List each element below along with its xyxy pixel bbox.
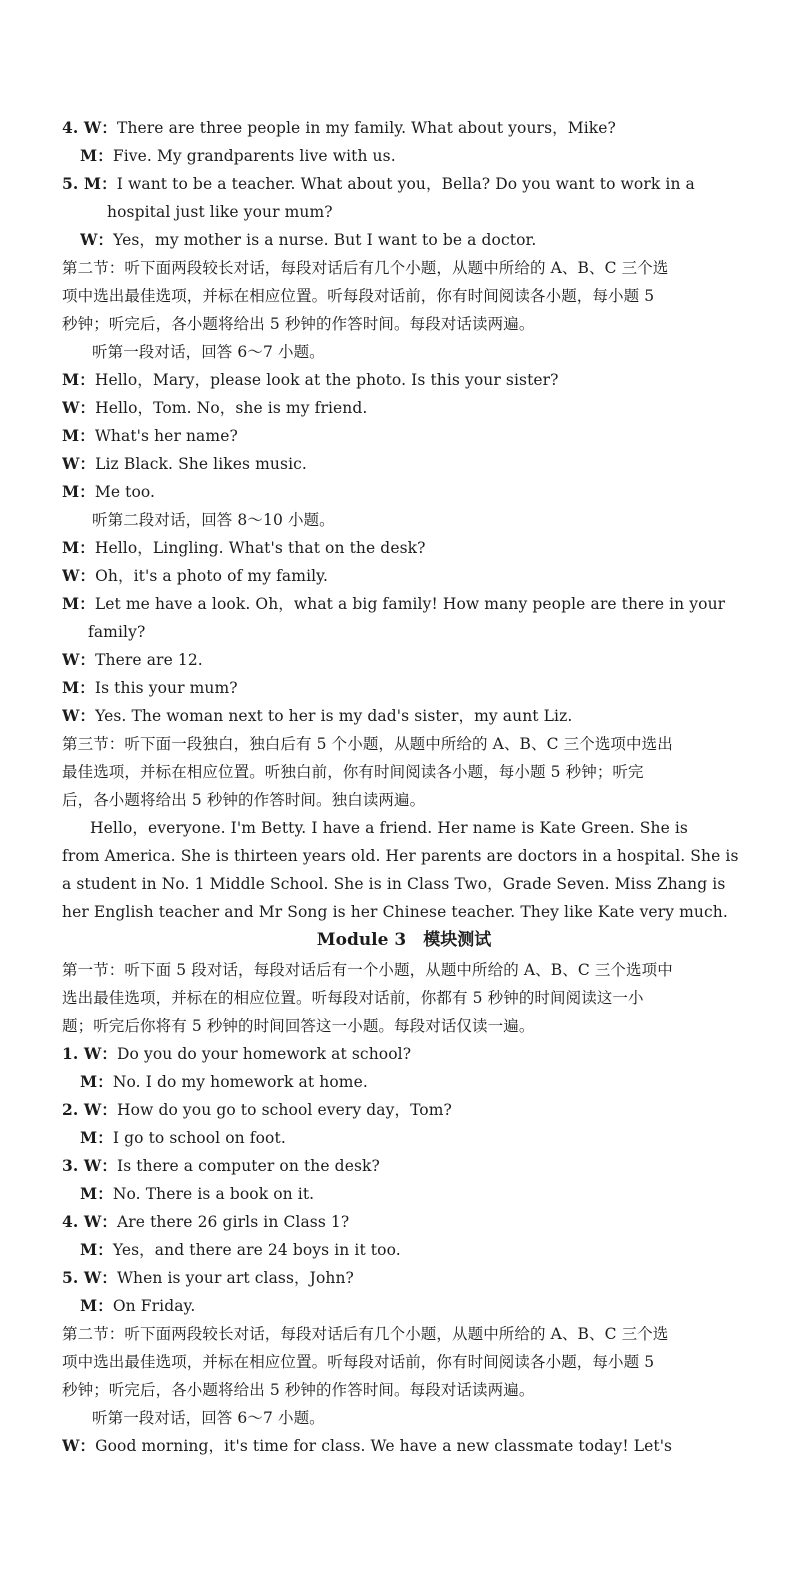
line-text: 最佳选项，并标在相应位置。听独白前，你有时间阅读各小题，每小题 5 秒钟；听完 [62,763,644,781]
line-text: Hello，everyone. I'm Betty. I have a friend. Her name is Kate Green. She is [90,819,688,837]
text-line [62,1040,760,1068]
line-text: hospital just like your mum? [107,203,333,221]
line-text: 听第二段对话，回答 8～10 小题。 [92,511,335,529]
text-line [62,1264,760,1292]
line-text: a student in No. 1 Middle School. She is in Class Two，Grade Seven. Miss Zhang is [62,875,726,893]
text-line [107,198,760,226]
line-text: 项中选出最佳选项，并标在相应位置。听每段对话前，你有时间阅读各小题，每小题 5 [62,1353,655,1371]
line-text: Oh，it's a photo of my family. [95,567,329,585]
line-text: 听第一段对话，回答 6～7 小题。 [92,1409,325,1427]
speaker-label: M： [80,1296,113,1315]
question-number: 1. [62,1044,84,1063]
speaker-label: W： [83,1100,117,1119]
line-text: 题；听完后你将有 5 秒钟的时间回答这一小题。每段对话仅读一遍。 [62,1017,535,1035]
text-line [62,1012,760,1040]
text-line [62,646,760,674]
text-line [62,366,760,394]
line-text: Yes，and there are 24 boys in it too. [112,1241,401,1259]
speaker-label: M： [80,1072,113,1091]
text-line [62,170,760,198]
question-number: 4. [62,1212,84,1231]
line-text: What's her name? [94,427,238,445]
line-text: Good morning，it's time for class. We have a new classmate today! Let's [95,1437,673,1455]
speaker-label: M： [80,1184,113,1203]
text-line [62,758,760,786]
line-text: When is your art class，John? [117,1269,354,1287]
line-text: Yes. The woman next to her is my dad's sister，my aunt Liz. [95,707,573,725]
speaker-label: W： [62,398,96,417]
text-line [62,984,760,1012]
text-line [62,394,760,422]
text-line [62,1348,760,1376]
speaker-label: M： [62,482,95,501]
text-line [80,1124,760,1152]
line-text: Yes，my mother is a nurse. But I want to be a doctor. [113,231,537,249]
text-line [62,562,760,590]
speaker-label: W： [62,1436,96,1455]
text-line [62,1320,760,1348]
text-line [62,842,760,870]
text-line [62,310,760,338]
speaker-label: M： [80,1240,113,1259]
text-line [62,702,760,730]
line-text: 秒钟；听完后，各小题将给出 5 秒钟的作答时间。每段对话读两遍。 [62,315,535,333]
text-line [62,450,760,478]
text-line [62,478,760,506]
speaker-label: M： [80,1128,113,1147]
line-text: 听第一段对话，回答 6～7 小题。 [92,343,325,361]
speaker-label: M： [62,426,95,445]
question-number: 5. [62,1268,84,1287]
line-text: Liz Black. She likes music. [95,455,307,473]
speaker-label: W： [80,230,114,249]
speaker-label: W： [83,118,117,137]
line-text: Five. My grandparents live with us. [112,147,396,165]
line-text: Hello，Mary，please look at the photo. Is this your sister? [94,371,559,389]
text-line [62,1208,760,1236]
speaker-label: M： [62,538,95,557]
text-line [62,254,760,282]
text-line [62,786,760,814]
speaker-label: W： [83,1212,117,1231]
line-text: 第三节：听下面一段独白，独白后有 5 个小题，从题中所给的 A、B、C 三个选项中选出 [62,735,673,753]
text-line [92,338,760,366]
line-text: 第一节：听下面 5 段对话，每段对话后有一个小题，从题中所给的 A、B、C 三个选项中 [62,961,673,979]
speaker-label: W： [62,454,96,473]
text-line [92,506,760,534]
speaker-label: M： [83,174,117,193]
text-line [62,674,760,702]
text-line [62,870,760,898]
line-text: from America. She is thirteen years old. Her parents are doctors in a hospital. She is [62,847,739,865]
line-text: 项中选出最佳选项，并标在相应位置。听每段对话前，你有时间阅读各小题，每小题 5 [62,287,655,305]
text-line [80,226,760,254]
speaker-label: W： [83,1156,117,1175]
text-line [90,814,760,842]
speaker-label: W： [62,650,96,669]
text-line [62,956,760,984]
text-line [62,114,760,142]
speaker-label: W： [62,566,96,585]
speaker-label: W： [83,1044,117,1063]
text-line [80,142,760,170]
text-line [62,282,760,310]
text-line [80,1236,760,1264]
line-text: How do you go to school every day，Tom? [117,1101,452,1119]
text-line [62,422,760,450]
question-number: 5. [62,174,84,193]
line-text: Me too. [94,483,156,501]
line-text: 第二节：听下面两段较长对话，每段对话后有几个小题，从题中所给的 A、B、C 三个选 [62,259,669,277]
speaker-label: W： [62,706,96,725]
line-text: On Friday. [112,1297,196,1315]
line-text: Hello，Lingling. What's that on the desk? [94,539,426,557]
line-text: Is there a computer on the desk? [117,1157,380,1175]
question-number: 2. [62,1100,84,1119]
line-text: No. There is a book on it. [112,1185,315,1203]
line-text: I want to be a teacher. What about you，Bella? Do you want to work in a [116,175,695,193]
line-text: family? [88,623,146,641]
line-text: Let me have a look. Oh，what a big family! How many people are there in your [94,595,726,613]
line-text: Do you do your homework at school? [117,1045,412,1063]
text-line [62,1432,760,1460]
text-line [80,1068,760,1096]
text-line [62,898,760,926]
text-line [62,1096,760,1124]
line-text: 后，各小题将给出 5 秒钟的作答时间。独白读两遍。 [62,791,426,809]
line-text: 秒钟；听完后，各小题将给出 5 秒钟的作答时间。每段对话读两遍。 [62,1381,535,1399]
text-line [62,1376,760,1404]
text-line [92,1404,760,1432]
line-text: There are 12. [95,651,203,669]
line-text: No. I do my homework at home. [112,1073,368,1091]
speaker-label: M： [62,594,95,613]
line-text: Hello，Tom. No，she is my friend. [95,399,368,417]
question-number: 3. [62,1156,84,1175]
line-text: 第二节：听下面两段较长对话，每段对话后有几个小题，从题中所给的 A、B、C 三个选 [62,1325,669,1343]
text-line [62,590,760,618]
line-text: Is this your mum? [94,679,238,697]
text-line [80,1292,760,1320]
text-line [88,618,760,646]
line-text: There are three people in my family. What about yours，Mike? [117,119,616,137]
text-line [62,534,760,562]
speaker-label: M： [62,678,95,697]
module-title: Module 3 模块测试 [316,930,492,950]
speaker-label: M： [80,146,113,165]
line-text: Are there 26 girls in Class 1? [117,1213,350,1231]
line-text: 选出最佳选项，并标在的相应位置。听每段对话前，你都有 5 秒钟的时间阅读这一小 [62,989,644,1007]
text-line [80,1180,760,1208]
line-text: I go to school on foot. [112,1129,286,1147]
speaker-label: W： [83,1268,117,1287]
text-line [62,730,760,758]
speaker-label: M： [62,370,95,389]
question-number: 4. [62,118,84,137]
text-line [62,1152,760,1180]
line-text: her English teacher and Mr Song is her Chinese teacher. They like Kate very much. [62,903,728,921]
